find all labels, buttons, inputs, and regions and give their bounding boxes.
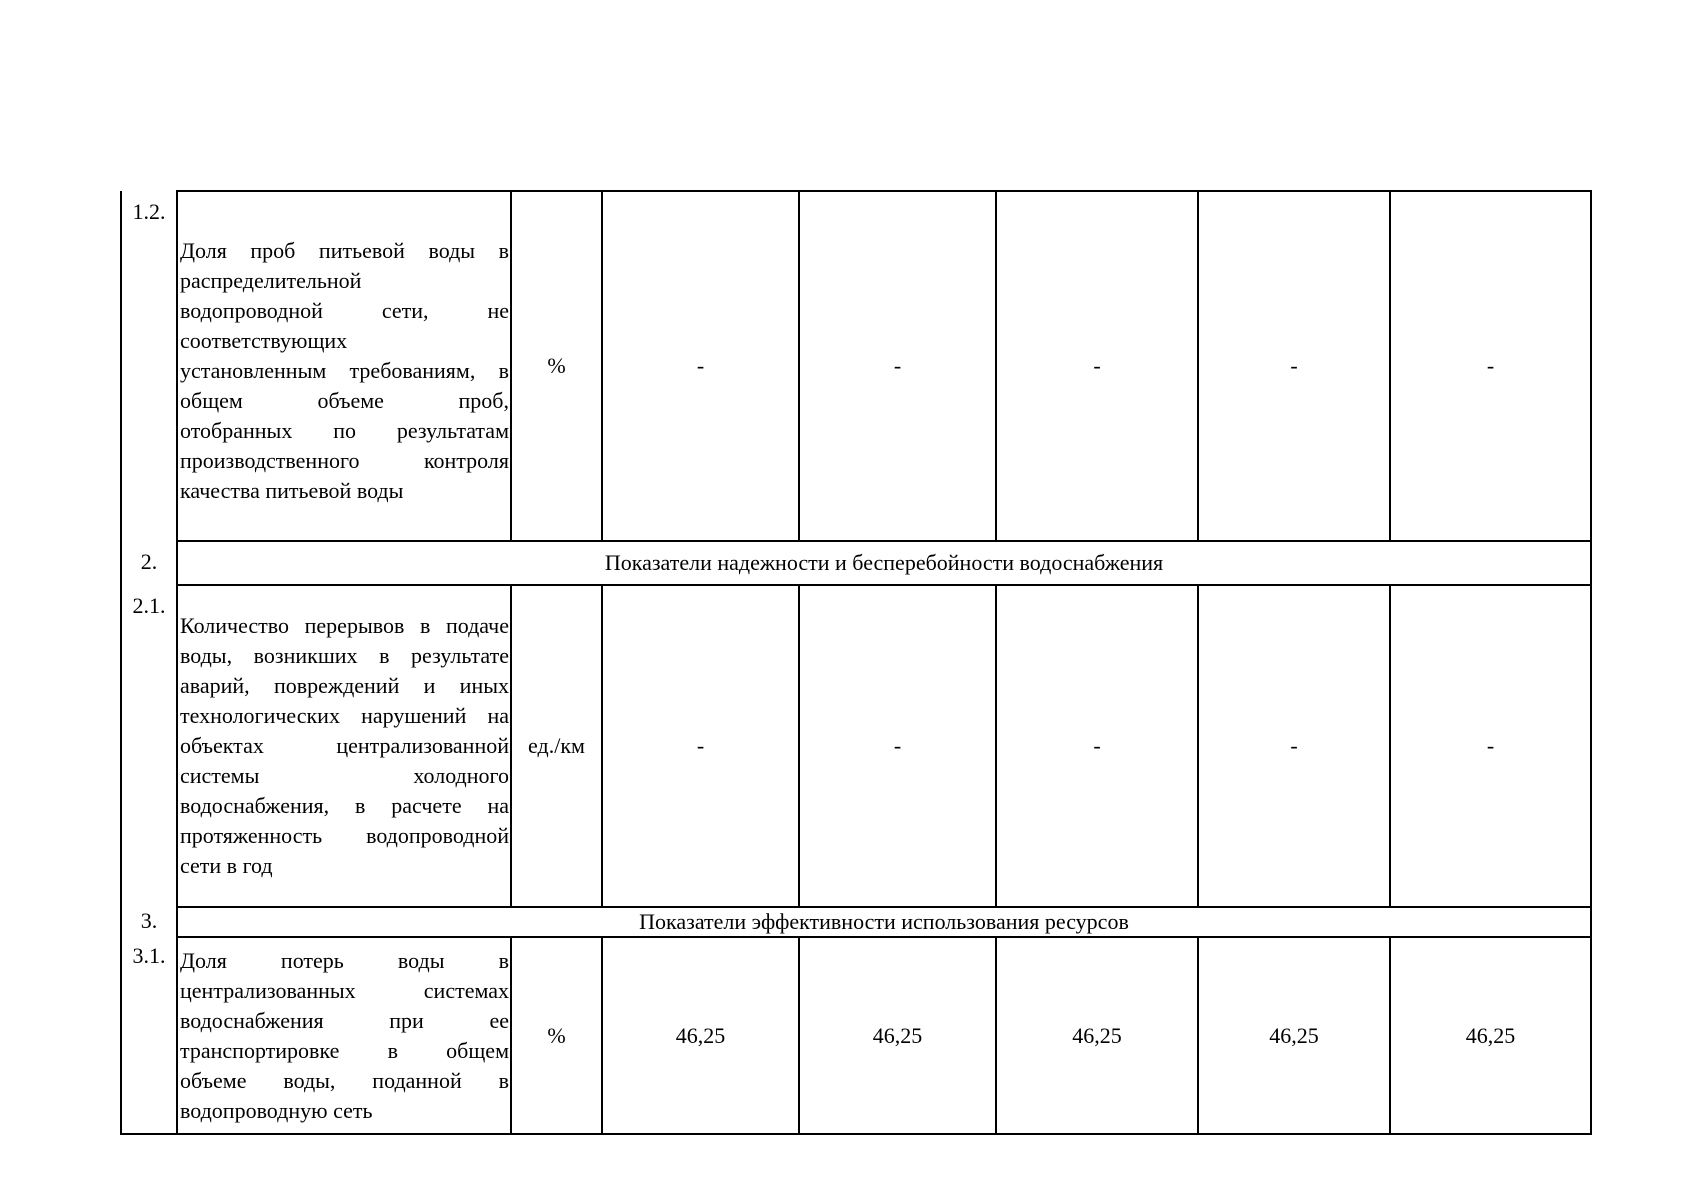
description-line: сети в год — [180, 853, 273, 878]
value-cell: - — [799, 191, 996, 541]
description-line: Доля потерь воды в — [180, 947, 509, 973]
value-cell: 46,25 — [996, 937, 1198, 1134]
value-cell: - — [799, 585, 996, 907]
value-cell: - — [996, 191, 1198, 541]
description-line: технологических нарушений на — [180, 703, 509, 728]
row-number: 3. — [121, 907, 177, 937]
description-line: объеме воды, поданной в — [180, 1067, 509, 1093]
indicator-description — [177, 191, 511, 541]
description-line: объектах централизованной — [180, 733, 509, 758]
description-line: Количество перерывов в подаче — [180, 613, 509, 638]
indicator-description — [177, 937, 511, 1134]
description-line: установленным требованиям, в — [180, 358, 509, 383]
table-row — [121, 191, 1591, 541]
value-cell: - — [1390, 585, 1591, 907]
description-line: водоснабжения, в расчете на — [180, 793, 509, 818]
section-row — [121, 907, 1591, 937]
value-cell: - — [996, 585, 1198, 907]
description-line: Доля проб питьевой воды в — [180, 238, 509, 263]
value-cell: - — [602, 585, 799, 907]
description-line: общем объеме проб, — [180, 388, 509, 413]
value-cell: - — [602, 191, 799, 541]
row-number: 3.1. — [121, 937, 177, 1134]
indicators-table — [120, 190, 1592, 1135]
row-number: 1.2. — [121, 191, 177, 541]
description-line: водопроводную сеть — [180, 1097, 373, 1123]
value-cell: - — [1390, 191, 1591, 541]
value-cell: 46,25 — [602, 937, 799, 1134]
unit-cell: % — [511, 937, 602, 1134]
description-line: транспортировке в общем — [180, 1037, 509, 1063]
value-cell: 46,25 — [1390, 937, 1591, 1134]
table-row — [121, 585, 1591, 907]
table-row — [121, 937, 1591, 1134]
section-title: Показатели эффективности использования ресурсов — [177, 907, 1591, 937]
description-line: качества питьевой воды — [180, 478, 404, 503]
row-number: 2.1. — [121, 585, 177, 907]
description-line: распределительной — [180, 268, 362, 293]
row-number: 2. — [121, 541, 177, 585]
value-cell: 46,25 — [1198, 937, 1390, 1134]
description-line: водоснабжения при ее — [180, 1007, 509, 1033]
value-cell: - — [1198, 191, 1390, 541]
section-row — [121, 541, 1591, 585]
unit-cell: ед./км — [511, 585, 602, 907]
indicator-description — [177, 585, 511, 907]
value-cell: 46,25 — [799, 937, 996, 1134]
description-line: отобранных по результатам — [180, 418, 509, 443]
description-line: производственного контроля — [180, 448, 509, 473]
description-line: воды, возникших в результате — [180, 643, 509, 668]
description-line: протяженность водопроводной — [180, 823, 509, 848]
description-line: соответствующих — [180, 328, 348, 353]
description-line: централизованных системах — [180, 977, 509, 1003]
description-line: водопроводной сети, не — [180, 298, 509, 323]
section-title: Показатели надежности и бесперебойности водоснабжения — [177, 541, 1591, 585]
unit-cell: % — [511, 191, 602, 541]
description-line: аварий, повреждений и иных — [180, 673, 509, 698]
description-line: системы холодного — [180, 763, 509, 788]
value-cell: - — [1198, 585, 1390, 907]
